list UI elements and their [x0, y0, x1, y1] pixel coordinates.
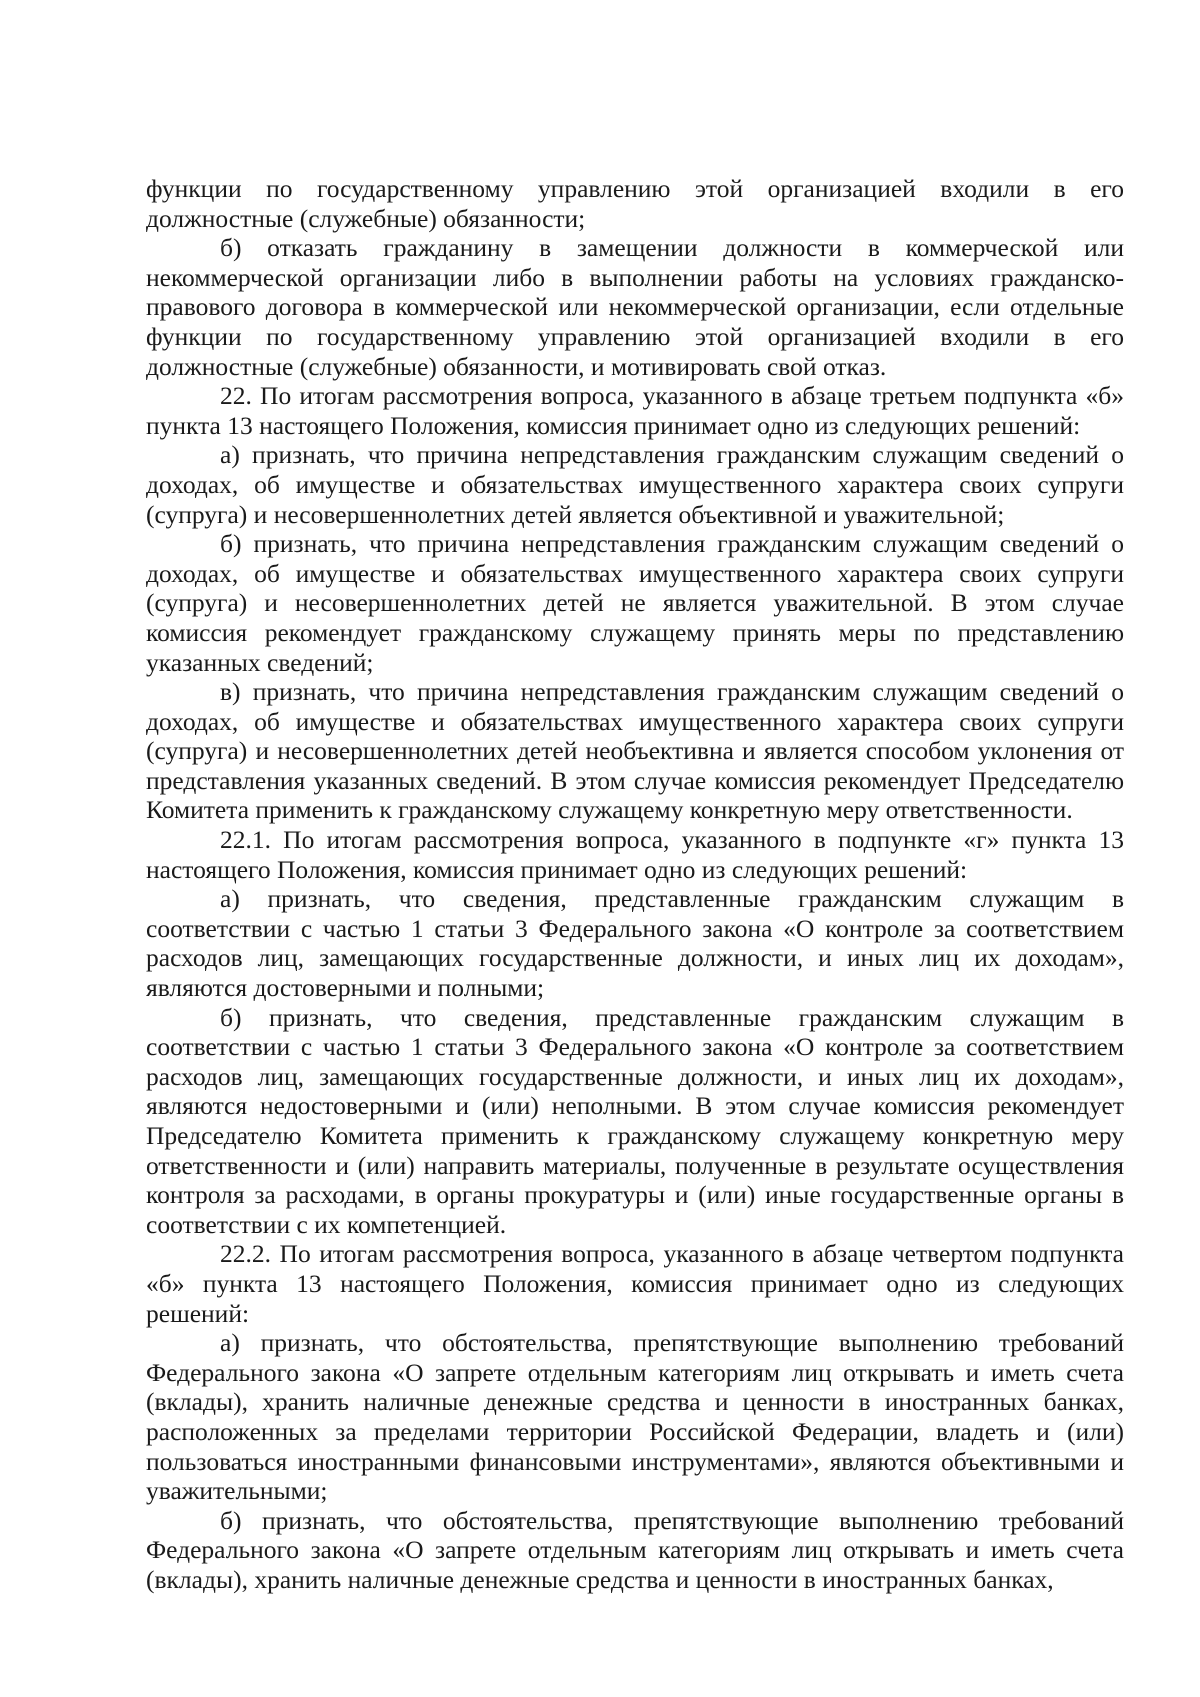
paragraph-22-1: 22.1. По итогам рассмотрения вопроса, указанного в подпункте «г» пункта 13 настоящего Положения, комиссия принимает одно из следующих решений:: [146, 825, 1124, 884]
paragraph-21b: б) отказать гражданину в замещении должности в коммерческой или некоммерческой организации либо в выполнении работы на условиях гражданско-правового договора в коммерческой или некоммерческой организации, если отдельные функции по государственному управлению этой организацией входили в его должностные (служебные) обязанности, и мотивировать свой отказ.: [146, 233, 1124, 381]
paragraph-continuation: функции по государственному управлению этой организацией входили в его должностные (служебные) обязанности;: [146, 174, 1124, 233]
paragraph-22b: б) признать, что причина непредставления гражданским служащим сведений о доходах, об имуществе и обязательствах имущественного характера своих супруги (супруга) и несовершеннолетних детей не является уважительной. В этом случае комиссия рекомендует гражданскому служащему принять меры по представлению указанных сведений;: [146, 529, 1124, 677]
paragraph-22-2: 22.2. По итогам рассмотрения вопроса, указанного в абзаце четвертом подпункта «б» пункта 13 настоящего Положения, комиссия принимает одно из следующих решений:: [146, 1239, 1124, 1328]
paragraph-22: 22. По итогам рассмотрения вопроса, указанного в абзаце третьем подпункта «б» пункта 13 настоящего Положения, комиссия принимает одно из следующих решений:: [146, 381, 1124, 440]
paragraph-22-1b: б) признать, что сведения, представленные гражданским служащим в соответствии с частью 1 статьи 3 Федерального закона «О контроле за соответствием расходов лиц, замещающих государственные должности, и иных лиц их доходам», являются недостоверными и (или) неполными. В этом случае комиссия рекомендует Председателю Комитета применить к гражданскому служащему конкретную меру ответственности и (или) направить материалы, полученные в результате осуществления контроля за расходами, в органы прокуратуры и (или) иные государственные органы в соответствии с их компетенцией.: [146, 1002, 1124, 1239]
paragraph-22v: в) признать, что причина непредставления гражданским служащим сведений о доходах, об имуществе и обязательствах имущественного характера своих супруги (супруга) и несовершеннолетних детей необъективна и является способом уклонения от представления указанных сведений. В этом случае комиссия рекомендует Председателю Комитета применить к гражданскому служащему конкретную меру ответственности.: [146, 677, 1124, 825]
paragraph-22-1a: а) признать, что сведения, представленные гражданским служащим в соответствии с частью 1 статьи 3 Федерального закона «О контроле за соответствием расходов лиц, замещающих государственные должности, и иных лиц их доходам», являются достоверными и полными;: [146, 884, 1124, 1003]
document-body: [146, 174, 1124, 1595]
paragraph-22-2b: б) признать, что обстоятельства, препятствующие выполнению требований Федерального закона «О запрете отдельным категориям лиц открывать и иметь счета (вклады), хранить наличные денежные средства и ценности в иностранных банках,: [146, 1505, 1124, 1594]
paragraph-22-2a: а) признать, что обстоятельства, препятствующие выполнению требований Федерального закона «О запрете отдельным категориям лиц открывать и иметь счета (вклады), хранить наличные денежные средства и ценности в иностранных банках, расположенных за пределами территории Российской Федерации, владеть и (или) пользоваться иностранными финансовыми инструментами», являются объективными и уважительными;: [146, 1328, 1124, 1506]
paragraph-22a: а) признать, что причина непредставления гражданским служащим сведений о доходах, об имуществе и обязательствах имущественного характера своих супруги (супруга) и несовершеннолетних детей является объективной и уважительной;: [146, 440, 1124, 529]
